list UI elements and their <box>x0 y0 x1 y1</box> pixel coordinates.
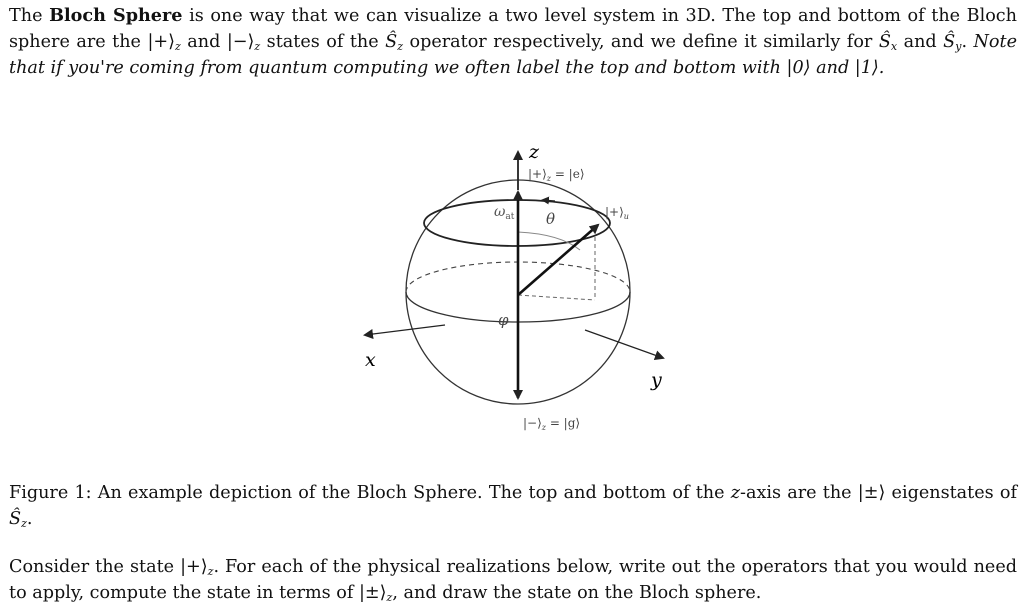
text: -axis are the |±⟩ eigenstates of <box>740 483 1017 503</box>
bloch-sphere-diagram <box>355 130 675 440</box>
x-axis-label: x <box>365 349 376 371</box>
y-axis <box>585 330 663 358</box>
y-axis-label: y <box>651 369 662 391</box>
operator-sx: Ŝ <box>878 32 891 52</box>
omega-label: $\omega_{at}$ <box>494 204 515 222</box>
subscript: z <box>397 40 403 53</box>
question-paragraph <box>9 554 1017 606</box>
ket-plus-minus: |±⟩ <box>359 583 387 603</box>
text: . For each of the physical realizations below, write out the operators that you would need to apply, compute the state in terms of <box>9 557 1017 603</box>
text: operator respectively, and we define it similarly for <box>403 32 879 52</box>
theta-label: θ <box>546 210 556 228</box>
subscript: z <box>174 40 181 53</box>
bloch-sphere-term: Bloch Sphere <box>49 5 183 26</box>
projection-line <box>518 295 595 300</box>
intro-paragraph <box>9 3 1017 81</box>
top-state-label: $|+⟩_z$ = |e⟩ <box>528 167 585 183</box>
subscript: z <box>21 517 27 530</box>
quantum-computing-note: Note that if you're coming from quantum computing we often label the top and bottom with |0⟩ and |1⟩. <box>9 32 1017 78</box>
text: Consider the state <box>9 557 181 577</box>
phi-label: φ <box>498 311 509 329</box>
text: . <box>961 32 974 52</box>
operator-sz: Ŝ <box>385 32 398 52</box>
text: is one way that we can visualize a two level system in 3D. The top and bottom of the Bloch sphere are the <box>9 6 1017 52</box>
text: . <box>26 509 33 529</box>
text: and <box>897 32 944 52</box>
text: Figure 1: An example depiction of the Bloch Sphere. The top and bottom of the <box>9 483 731 503</box>
x-axis <box>365 325 445 335</box>
bottom-state-label: $|-⟩_z$ = |g⟩ <box>523 416 581 432</box>
operator-sz: Ŝ <box>9 509 22 529</box>
u-state-label: $|+⟩_u$ <box>605 205 629 221</box>
subscript: z <box>254 40 261 53</box>
ket-minus: |−⟩ <box>226 32 255 52</box>
ket-plus: |+⟩ <box>147 32 175 52</box>
text: , and draw the state on the Bloch sphere. <box>392 583 762 603</box>
bloch-sphere-figure <box>355 130 675 440</box>
text: The <box>9 6 50 26</box>
subscript: z <box>207 565 214 578</box>
z-variable: z <box>730 483 741 503</box>
operator-sy: Ŝ <box>943 32 956 52</box>
state-vector <box>518 225 598 295</box>
subscript: z <box>386 591 393 604</box>
ket-plus: |+⟩ <box>180 557 208 577</box>
figure-caption <box>9 480 1017 532</box>
text: states of the <box>260 32 386 52</box>
z-axis-label: z <box>529 141 540 163</box>
subscript: y <box>955 40 962 53</box>
subscript: x <box>890 40 898 53</box>
text: and <box>180 32 227 52</box>
